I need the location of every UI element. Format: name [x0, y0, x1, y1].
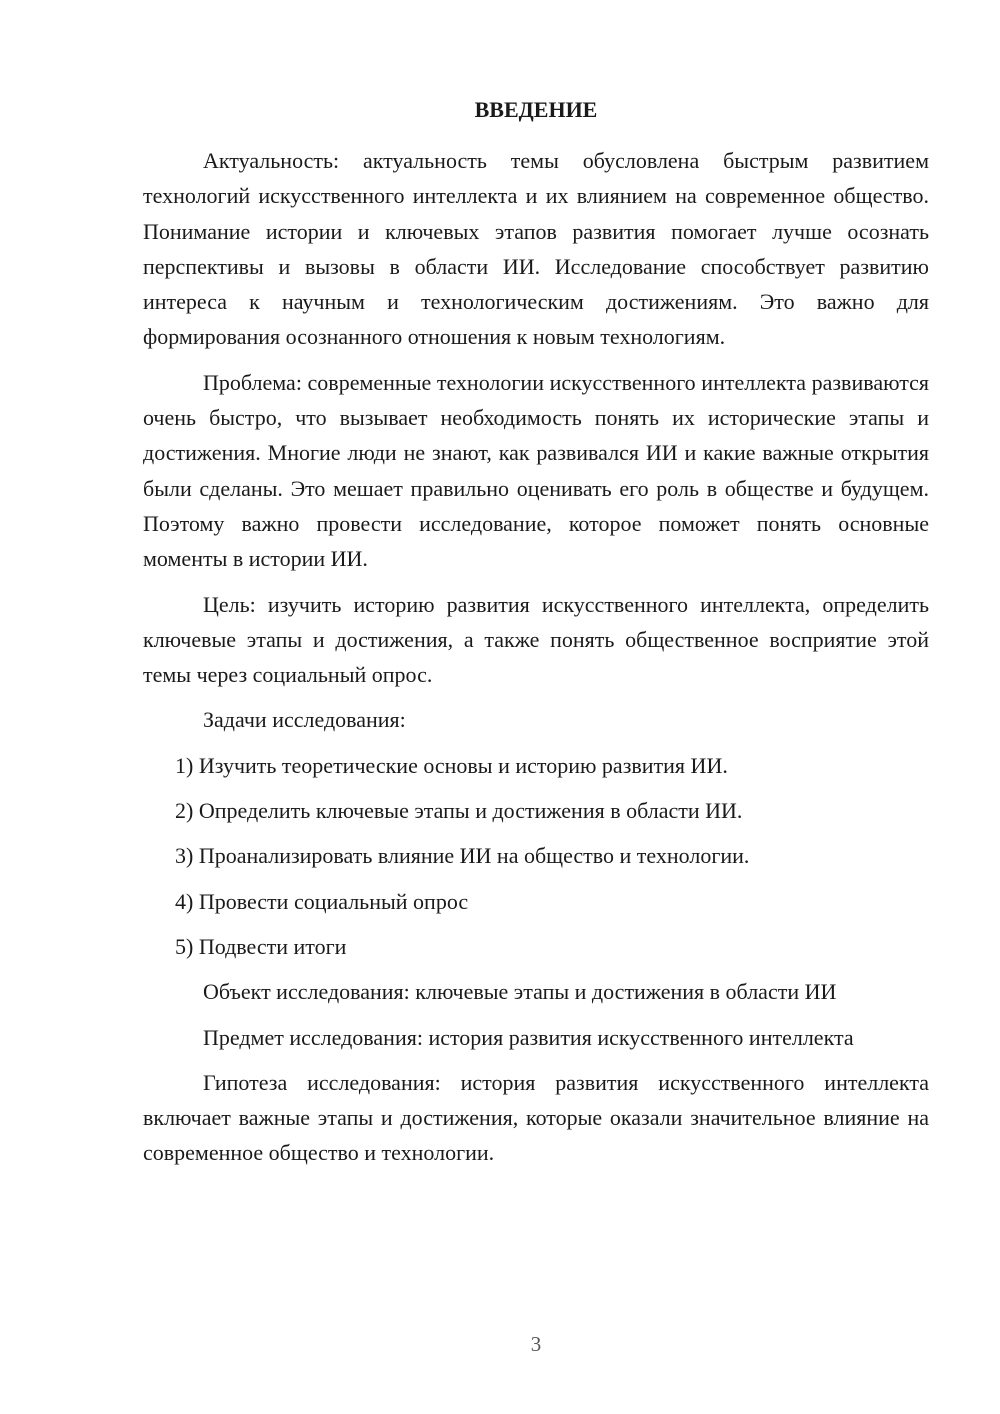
task-item: 1) Изучить теоретические основы и историю развития ИИ.: [175, 752, 728, 778]
task-item: 3) Проанализировать влияние ИИ на общество и технологии.: [175, 843, 750, 869]
tasks-heading: Задачи исследования:: [203, 707, 406, 733]
section-title: ВВЕДЕНИЕ: [474, 97, 598, 122]
task-item: 4) Провести социальный опрос: [175, 888, 469, 914]
problem-paragraph: Проблема: современные технологии искусственного интеллекта развиваются очень быстро, что вызывает необходимость понять их исторические этапы и достижения. Многие люди не знают, как развивался ИИ и какие важные открытия были сделаны. Это мешает правильно оценивать его роль в обществе и будущем. Поэтому важно провести исследование, которое поможет понять основные моменты в истории ИИ.: [143, 369, 929, 572]
tasks-list: [143, 748, 929, 964]
hypothesis-paragraph: Гипотеза исследования: история развития искусственного интеллекта включает важные этапы и достижения, которые оказали значительное влияние на современное общество и технологии.: [143, 1069, 929, 1166]
goal-paragraph: Цель: изучить историю развития искусственного интеллекта, определить ключевые этапы и достижения, а также понять общественное восприятие этой темы через социальный опрос.: [143, 591, 929, 688]
object-paragraph: Объект исследования: ключевые этапы и достижения в области ИИ: [203, 979, 837, 1005]
task-item: 2) Определить ключевые этапы и достижения в области ИИ.: [175, 798, 743, 824]
page-number: 3: [530, 1332, 542, 1356]
task-item: 5) Подвести итоги: [175, 933, 347, 959]
document-page: [143, 95, 929, 1181]
actuality-paragraph: Актуальность: актуальность темы обусловлена быстрым развитием технологий искусственного интеллекта и их влиянием на современное общество. Понимание истории и ключевых этапов развития помогает лучше осознать перспективы и вызовы в области ИИ. Исследование способствует развитию интереса к научным и технологическим достижениям. Это важно для формирования осознанного отношения к новым технологиям.: [143, 148, 929, 350]
subject-paragraph: Предмет исследования: история развития искусственного интеллекта: [203, 1024, 854, 1050]
